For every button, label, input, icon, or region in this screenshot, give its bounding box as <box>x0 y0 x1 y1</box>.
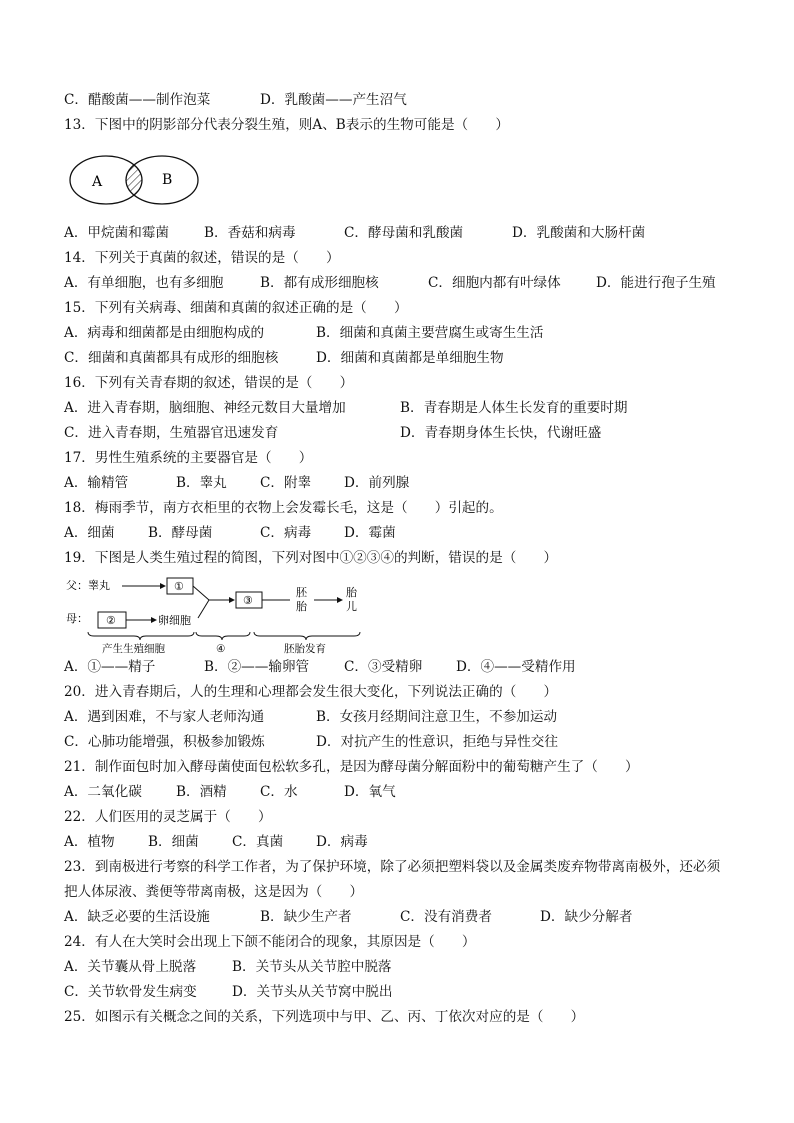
question-18: 18．梅雨季节，南方衣柜里的衣物上会发霉长毛，这是（ ）引起的。 <box>64 500 503 516</box>
q13-option-a: A．甲烷菌和霉菌 <box>64 225 169 241</box>
q14-option-a: A．有单细胞，也有多细胞 <box>64 275 224 291</box>
brace-cells <box>88 632 194 640</box>
venn-label-a: A <box>92 174 103 190</box>
q13-option-d: D．乳酸菌和大肠杆菌 <box>512 225 646 241</box>
q22-option-a: A．植物 <box>64 834 115 850</box>
q23-option-c: C．没有消费者 <box>400 909 492 925</box>
mother-label: 母： <box>66 612 88 625</box>
q12-option-d: D．乳酸菌——产生沼气 <box>260 92 407 108</box>
q16-option-a: A．进入青春期，脑细胞、神经元数目大量增加 <box>64 400 346 416</box>
question-17: 17．男性生殖系统的主要器官是（ ） <box>64 450 313 466</box>
question-15: 15．下列有关病毒、细菌和真菌的叙述正确的是（ ） <box>64 300 408 316</box>
q19-option-d: D．④——受精作用 <box>456 659 576 675</box>
label-4: ④ <box>216 643 226 654</box>
q24-option-a: A．关节囊从骨上脱落 <box>64 959 197 975</box>
question-14: 14．下列关于真菌的叙述，错误的是（ ） <box>64 250 340 266</box>
question-16: 16．下列有关青春期的叙述，错误的是（ ） <box>64 375 354 391</box>
q24-option-c: C．关节软骨发生病变 <box>64 984 197 1000</box>
q23-option-a: A．缺乏必要的生活设施 <box>64 909 210 925</box>
q20-option-a: A．遇到困难，不与家人老师沟通 <box>64 709 265 725</box>
q22-option-c: C．真菌 <box>232 834 284 850</box>
q24-option-d: D．关节头从关节窝中脱出 <box>232 984 393 1000</box>
question-24: 24．有人在大笑时会出现上下颌不能闭合的现象，其原因是（ ） <box>64 934 476 950</box>
q17-option-d: D．前列腺 <box>344 475 410 491</box>
q18-option-b: B．酵母菌 <box>148 525 213 541</box>
q15-option-d: D．细菌和真菌都是单细胞生物 <box>316 350 504 366</box>
brace-development <box>254 632 360 640</box>
label-embryo-development: 胚胎发育 <box>284 643 326 654</box>
question-23-line-1: 23．到南极进行考察的科学工作者，为了保护环境，除了必须把塑料袋以及金属类废弃物带离南极外，还必须 <box>64 859 721 875</box>
label-produce-cells: 产生生殖细胞 <box>102 643 165 654</box>
q21-option-c: C．水 <box>260 784 298 800</box>
q21-option-a: A．二氧化碳 <box>64 784 142 800</box>
q19-option-b: B．②——输卵管 <box>204 659 310 675</box>
q18-option-d: D．霉菌 <box>344 525 396 541</box>
q19-option-a: A．①——精子 <box>64 659 156 675</box>
question-21: 21．制作面包时加入酵母菌使面包松软多孔，是因为酵母菌分解面粉中的葡萄糖产生了（ ） <box>64 759 639 775</box>
father-label: 父：睾丸 <box>66 579 110 592</box>
question-19: 19．下图是人类生殖过程的简图，下列对图中①②③④的判断，错误的是（ ） <box>64 550 558 566</box>
q18-option-a: A．细菌 <box>64 525 115 541</box>
q18-option-c: C．病毒 <box>260 525 312 541</box>
question-13: 13．下图中的阴影部分代表分裂生殖，则A、B表示的生物可能是（ ） <box>64 117 509 133</box>
box-1-label: ① <box>174 580 184 593</box>
q24-option-b: B．关节头从关节腔中脱落 <box>232 959 392 975</box>
q14-option-c: C．细胞内都有叶绿体 <box>428 275 561 291</box>
q17-option-b: B．睾丸 <box>176 475 227 491</box>
join-line-bottom <box>198 600 209 618</box>
question-22: 22．人们医用的灵芝属于（ ） <box>64 809 272 825</box>
q17-option-c: C．附睾 <box>260 475 312 491</box>
q15-option-c: C．细菌和真菌都具有成形的细胞核 <box>64 350 279 366</box>
q13-option-b: B．香菇和病毒 <box>204 225 296 241</box>
q20-option-d: D．对抗产生的性意识，拒绝与异性交往 <box>316 734 558 750</box>
q15-option-a: A．病毒和细菌都是由细胞构成的 <box>64 325 265 341</box>
q22-option-d: D．病毒 <box>316 834 368 850</box>
embryo-char-1: 胚 <box>296 586 307 599</box>
venn-diagram <box>64 144 204 210</box>
q23-option-d: D．缺少分解者 <box>540 909 633 925</box>
venn-label-b: B <box>162 172 173 188</box>
q14-option-d: D．能进行孢子生殖 <box>596 275 716 291</box>
box-2-label: ② <box>106 614 116 627</box>
q15-option-b: B．细菌和真菌主要营腐生或寄生生活 <box>316 325 544 341</box>
q14-option-b: B．都有成形细胞核 <box>260 275 379 291</box>
q20-option-c: C．心肺功能增强，积极参加锻炼 <box>64 734 265 750</box>
fetus-char-1: 胎 <box>346 586 357 599</box>
q22-option-b: B．细菌 <box>148 834 199 850</box>
brace-4 <box>196 632 250 640</box>
q23-option-b: B．缺少生产者 <box>260 909 352 925</box>
join-line-top <box>193 586 209 600</box>
q12-option-c: C．醋酸菌——制作泡菜 <box>64 92 211 108</box>
embryo-char-2: 胎 <box>296 600 307 613</box>
egg-label: 卵细胞 <box>158 614 191 627</box>
q21-option-b: B．酒精 <box>176 784 227 800</box>
fetus-char-2: 儿 <box>346 600 357 613</box>
q20-option-b: B．女孩月经期间注意卫生，不参加运动 <box>316 709 558 725</box>
q17-option-a: A．输精管 <box>64 475 129 491</box>
q16-option-c: C．进入青春期，生殖器官迅速发育 <box>64 425 279 441</box>
q21-option-d: D．氧气 <box>344 784 396 800</box>
box-3-label: ③ <box>243 594 253 607</box>
q16-option-b: B．青春期是人体生长发育的重要时期 <box>400 400 628 416</box>
q19-option-c: C．③受精卵 <box>344 659 423 675</box>
question-25: 25．如图示有关概念之间的关系，下列选项中与甲、乙、丙、丁依次对应的是（ ） <box>64 1009 585 1025</box>
reproduction-diagram <box>64 574 374 654</box>
q13-option-c: C．酵母菌和乳酸菌 <box>344 225 464 241</box>
q16-option-d: D．青春期身体生长快，代谢旺盛 <box>400 425 602 441</box>
question-23-line-2: 把人体尿液、粪便等带离南极，这是因为（ ） <box>64 884 364 900</box>
question-20: 20．进入青春期后，人的生理和心理都会发生很大变化，下列说法正确的（ ） <box>64 684 558 700</box>
